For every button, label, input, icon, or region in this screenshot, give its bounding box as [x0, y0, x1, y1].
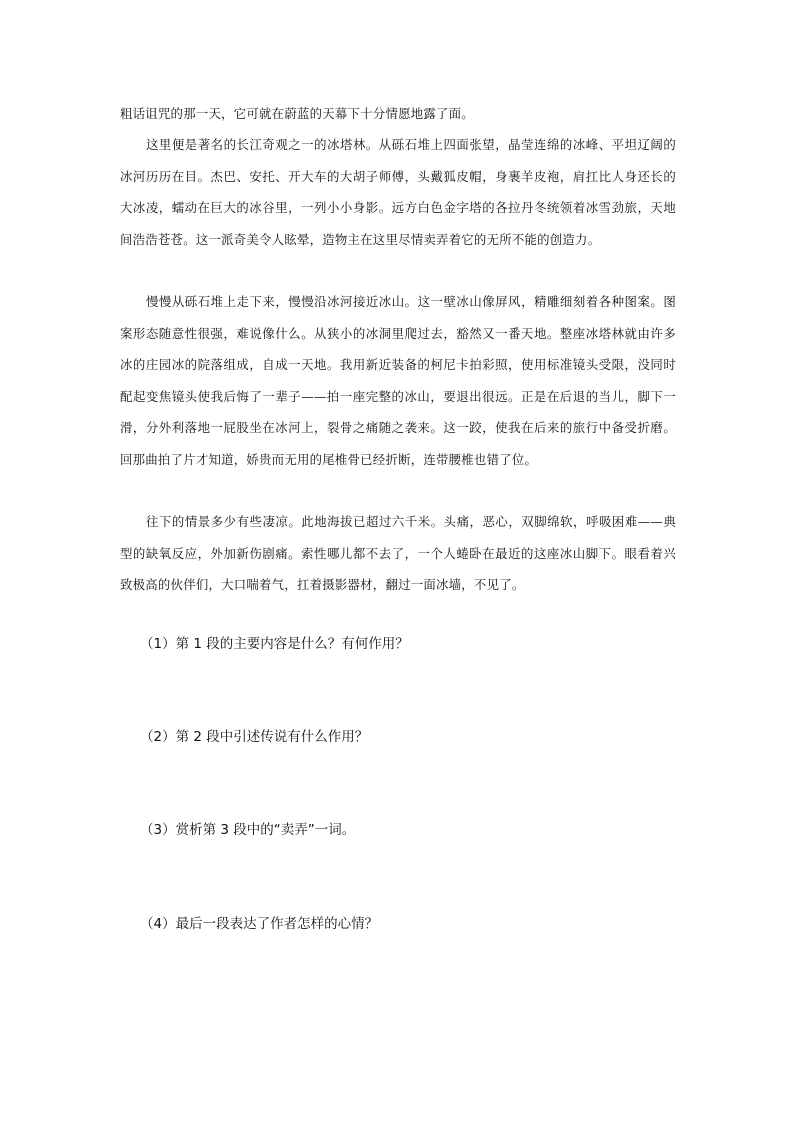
passage-paragraph-2: 这里便是著名的长江奇观之一的冰塔林。从砾石堆上四面张望，晶莹连绵的冰峰、平坦辽阔的冰河历历在目。杰巴、安托、开大车的大胡子师傅，头戴狐皮帽，身裹羊皮袍，肩扛比人身还长的大冰凌，蠕动在巨大的冰谷里，一列小小身影。远方白色金字塔的各拉丹冬统领着冰雪劲旅，天地间浩浩苍苍。这一派奇美令人眩晕，造物主在这里尽情卖弄着它的无所不能的创造力。 — [120, 137, 676, 247]
question-2: （2）第 2 段中引述传说有什么作用？ — [140, 729, 369, 745]
passage-paragraph-4: 往下的情景多少有些凄凉。此地海拔已超过六千米。头痛，恶心，双脚绵软，呼吸困难——典型的缺氧反应，外加新伤剧痛。索性哪儿都不去了，一个人蜷卧在最近的这座冰山脚下。眼看着兴致极高的伙伴们，大口喘着气，扛着摄影器材，翻过一面冰墙，不见了。 — [120, 514, 676, 592]
passage-paragraph-3: 慢慢从砾石堆上走下来，慢慢沿冰河接近冰山。这一壁冰山像屏风，精雕细刻着各种图案。图案形态随意性很强，难说像什么。从狭小的冰洞里爬过去，豁然又一番天地。整座冰塔林就由许多冰的庄园冰的院落组成，自成一天地。我用新近装备的柯尼卡拍彩照，使用标准镜头受限，没同时配起变焦镜头使我后悔了一辈子——拍一座完整的冰山，要退出很远。正是在后退的当儿，脚下一滑，分外利落地一屁股坐在冰河上，裂骨之痛随之袭来。这一跤，使我在后来的旅行中备受折磨。回那曲拍了片才知道，娇贵而无用的尾椎骨已经折断，连带腰椎也错了位。 — [120, 294, 676, 467]
question-1: （1）第 1 段的主要内容是什么？有何作用？ — [140, 636, 409, 652]
question-4: （4）最后一段表达了作者怎样的心情？ — [140, 916, 379, 932]
passage-paragraph-1: 粗话诅咒的那一天，它可就在蔚蓝的天幕下十分情愿地露了面。 — [120, 106, 474, 121]
question-3: （3）赏析第 3 段中的“卖弄”一词。 — [140, 822, 356, 838]
